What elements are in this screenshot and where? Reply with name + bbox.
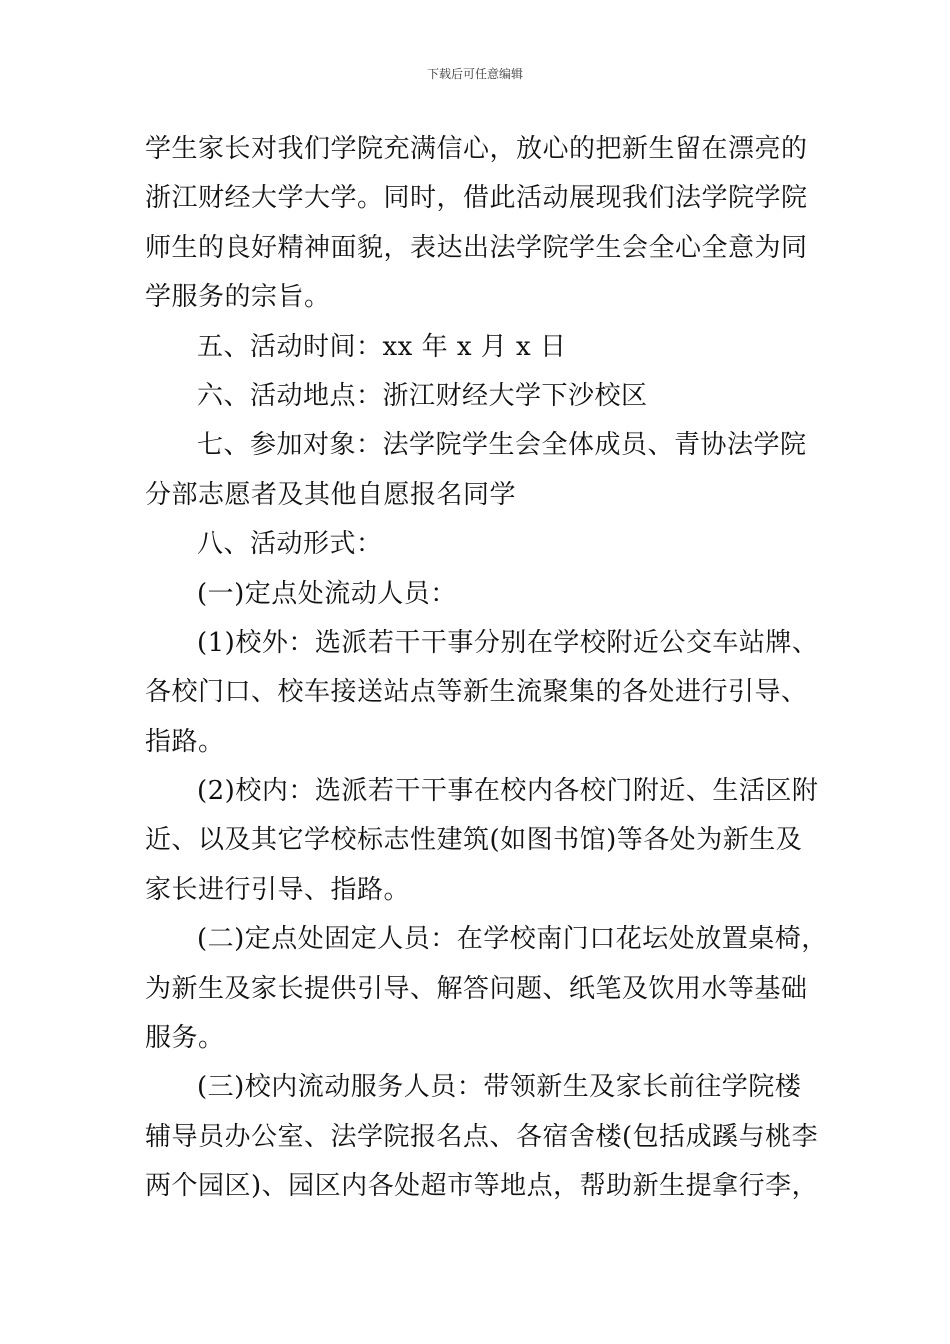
page-header-note: 下载后可任意编辑 [426,67,523,81]
body-line: 指路。 [145,726,225,757]
subsection-heading: (一)定点处流动人员： [197,578,457,609]
body-line: 服务。 [145,1023,225,1054]
subsection-heading: (二)定点处固定人员：在学校南门口花坛处放置桌椅， [197,924,828,955]
list-item: (2)校内：选派若干干事在校内各校门附近、生活区附 [197,776,819,807]
body-line: 两个园区)、园区内各处超市等地点，帮助新生提拿行李， [145,1171,819,1202]
body-line: 分部志愿者及其他自愿报名同学 [145,479,517,510]
document-body [145,125,828,1212]
section-heading-location: 六、活动地点：浙江财经大学下沙校区 [197,380,648,411]
section-heading-participants: 七、参加对象：法学院学生会全体成员、青协法学院 [197,430,807,461]
subsection-heading: (三)校内流动服务人员：带领新生及家长前往学院楼 [197,1072,802,1103]
body-line: 辅导员办公室、法学院报名点、各宿舍楼(包括成蹊与桃李 [145,1121,819,1152]
body-line: 为新生及家长提供引导、解答问题、纸笔及饮用水等基础 [145,973,808,1004]
body-line: 浙江财经大学大学。同时，借此活动展现我们法学院学院 [145,183,808,214]
list-item: (1)校外：选派若干干事分别在学校附近公交车站牌、 [197,627,819,658]
body-line: 学服务的宗旨。 [145,282,331,313]
section-heading-format: 八、活动形式： [197,529,383,560]
body-line: 各校门口、校车接送站点等新生流聚集的各处进行引导、 [145,677,808,708]
body-line: 近、以及其它学校标志性建筑(如图书馆)等各处为新生及 [145,825,803,856]
body-line: 学生家长对我们学院充满信心，放心的把新生留在漂亮的 [145,134,808,164]
body-line: 师生的良好精神面貌，表达出法学院学生会全心全意为同 [145,232,808,263]
section-heading-time: 五、活动时间：xx 年 x 月 x 日 [197,331,567,362]
body-line: 家长进行引导、指路。 [145,874,411,905]
